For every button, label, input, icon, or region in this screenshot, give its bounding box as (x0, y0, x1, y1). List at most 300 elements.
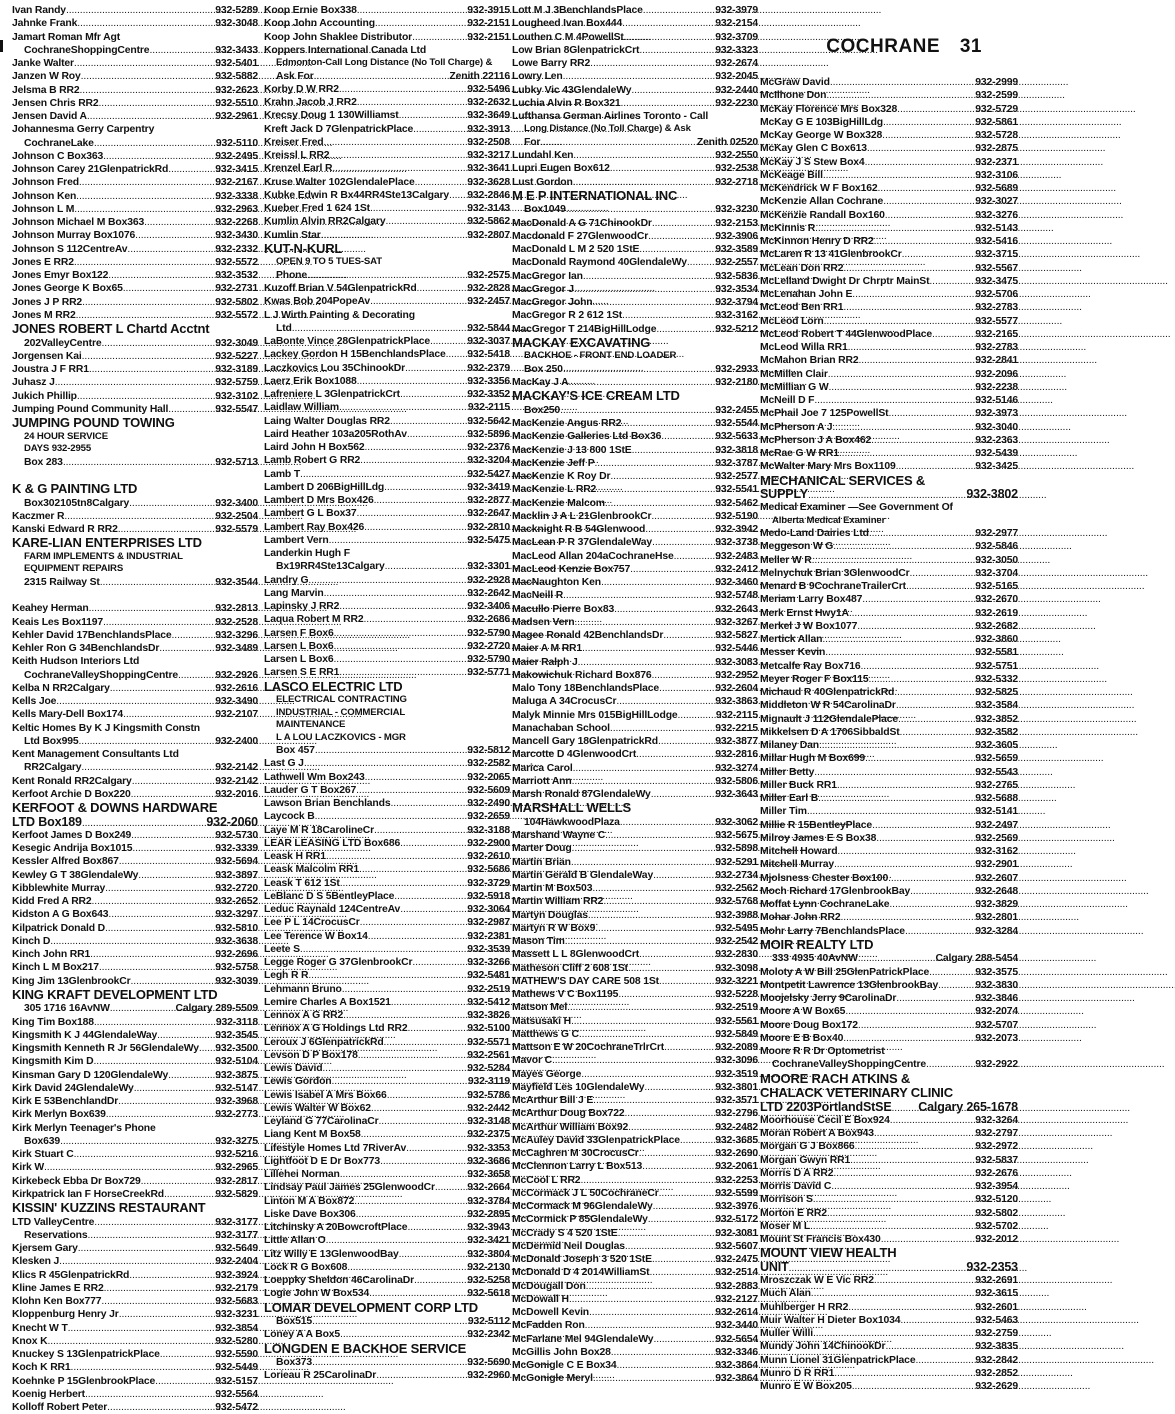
listing-phone: 932-3801 (715, 1081, 758, 1093)
listing-phone: Calgary 265-1678 (918, 1099, 1018, 1114)
listing-name: Metcalfe Ray Box716 (760, 660, 861, 672)
dot-leader (390, 415, 467, 428)
listing-name: RR2Calgary (24, 762, 82, 774)
listing-name: Munro E W Box205 (760, 1381, 852, 1392)
dot-leader (563, 589, 715, 602)
listing-row (264, 1036, 510, 1049)
listing-phone: 932-3188 (467, 824, 510, 836)
listing-name: McMillian G W (760, 381, 829, 393)
listing-name: Klesken J (12, 1256, 60, 1268)
listing-name: Lamb Robert G RR2 (264, 455, 361, 467)
listing-phone: 932-5649 (215, 1243, 258, 1254)
listing-row (264, 1369, 510, 1382)
business-heading: MOIR REALTY LTD (760, 936, 874, 952)
listing-row (760, 103, 1018, 116)
dot-leader (834, 1367, 975, 1380)
listing-phone: 932-2440 (715, 84, 758, 96)
listing-phone: 932-2632 (467, 97, 510, 108)
listing-phone: 932-2504 (215, 510, 258, 522)
listing-row (12, 1095, 258, 1108)
listing-name: Matthews G C (512, 1028, 579, 1040)
listing-row (12, 190, 258, 203)
listing-phone: 932-2115 (467, 402, 510, 414)
dot-leader (588, 909, 715, 922)
listing-row (12, 669, 258, 682)
dot-leader (99, 961, 215, 974)
listing-row (12, 70, 258, 83)
listing-name: Mathews V C Box1195 (512, 989, 619, 1000)
listing-row (264, 96, 510, 109)
listing-phone: 932-5412 (467, 996, 510, 1008)
dot-leader (131, 829, 215, 842)
business-heading: KUT-N-KURL (264, 240, 343, 256)
listing-phone: 932-3924 (215, 1269, 258, 1281)
listing-name: Little Allan O (264, 1235, 326, 1247)
listing-phone: 932-5751 (975, 660, 1018, 672)
listing-name: Reservations (24, 1229, 88, 1241)
dot-leader (540, 136, 697, 149)
listing-name: Krahn Jacob J RR2 (264, 97, 357, 108)
dot-leader (574, 616, 715, 629)
listing-phone: 932-5100 (467, 1023, 510, 1035)
dot-leader (415, 176, 468, 189)
listing-phone: 932-2089 (715, 1042, 758, 1053)
listing-row (12, 1055, 258, 1068)
dot-leader (363, 613, 467, 626)
listing-name: Magee Ronald 42BenchlandsDr (512, 630, 664, 641)
listing-phone: 932-2807 (467, 229, 510, 241)
listing-name: Klics R 45GlenpatrickRd (12, 1269, 130, 1281)
listing-row (760, 235, 1018, 248)
listing-name: McCrady S 4 520 1StE (512, 1227, 618, 1239)
listing-phone: 932-2497 (975, 819, 1018, 831)
dot-leader (605, 497, 715, 510)
listing-row (12, 842, 258, 855)
listing-phone: 932-5849 (715, 1028, 758, 1040)
listing-name: Ask For (276, 70, 314, 82)
listing-name: Jones Emyr Box122 (12, 270, 109, 281)
business-heading: JONES ROBERT L Chartd Acctnt (12, 321, 210, 336)
listing-phone: 932-3571 (715, 1095, 758, 1106)
listing-row (760, 766, 1018, 779)
listing-row (264, 189, 510, 202)
listing-name: MacDonald L M 2 520 1StE (512, 244, 640, 255)
ad-detail: FARM IMPLEMENTS & INDUSTRIAL (24, 550, 183, 562)
business-heading: KING KRAFT DEVELOPMENT LTD (12, 986, 218, 1002)
dot-leader (449, 189, 467, 202)
listing-phone: 932-3835 (975, 1341, 1018, 1353)
listing-name: Jensen David A (12, 111, 87, 122)
listing-name: Macdonald F 27GlenwoodCr (512, 230, 649, 242)
listing-phone: 932-5844 (467, 322, 510, 334)
listing-row (264, 468, 510, 481)
listing-row (512, 31, 758, 44)
listing-row (760, 1220, 1018, 1233)
listing-row (512, 775, 758, 788)
dot-leader (332, 162, 467, 175)
listing-phone: 932-3864 (715, 1373, 758, 1385)
directory-column-3 (512, 4, 758, 1386)
listing-name: Johnson Ken (12, 190, 77, 202)
dot-leader (898, 713, 975, 726)
listing-phone: 932-3037 (467, 336, 510, 347)
listing-row (512, 1028, 758, 1041)
dot-leader (595, 922, 715, 935)
listing-phone: 932-2686 (467, 614, 510, 626)
listing-phone: 932-2696 (215, 949, 258, 960)
listing-name: MacKenzie Galleries Ltd Box36 (512, 431, 662, 443)
listing-phone: 932-3988 (715, 909, 758, 921)
directory-column-1 (12, 4, 258, 1414)
listing-row (512, 616, 758, 629)
listing-row (760, 301, 1018, 314)
listing-phone: 932-5713 (215, 456, 258, 468)
business-heading: KERFOOT & DOWNS HARDWARE (12, 800, 218, 815)
dot-leader (617, 1359, 716, 1372)
listing-phone: 932-3738 (715, 537, 758, 549)
listing-row (512, 1306, 758, 1319)
listing-row (760, 540, 1018, 553)
dot-leader (808, 489, 966, 502)
listing-phone: 932-2142 (215, 775, 258, 787)
dot-leader (119, 855, 216, 868)
listing-name: Matsusaki H (512, 1015, 571, 1027)
listing-phone: 932-3852 (975, 713, 1018, 725)
listing-row (264, 771, 510, 784)
dot-leader (583, 270, 715, 283)
listing-name: Kirk E 53BenchlandDr (12, 1096, 119, 1107)
listing-row (12, 137, 258, 150)
listing-row (12, 456, 258, 469)
listing-row (12, 1216, 258, 1229)
listing-row (264, 109, 510, 122)
business-heading: JUMPING POUND TOWING (12, 415, 175, 430)
dot-leader (858, 952, 936, 965)
listing-row (512, 510, 758, 523)
listing-row (512, 256, 758, 269)
listing-name: Kingsmith Kenneth R Jr 56GlendaleWy (12, 1043, 199, 1054)
listing-row (512, 17, 758, 30)
listing-name: Koehnke P 15GlenbrookPlace (12, 1375, 156, 1387)
listing-phone: 932-2151 (467, 31, 510, 43)
listing-phone: 932-2151 (467, 18, 510, 30)
listing-row (512, 363, 758, 376)
listing-row (12, 829, 258, 842)
listing-row (12, 216, 258, 229)
listing-phone: 932-2647 (467, 508, 510, 520)
listing-row (264, 983, 510, 996)
listing-row (12, 1069, 258, 1082)
listing-name: Koop John Accounting (264, 18, 375, 30)
listing-name: Muir Walter H Dieter Box1034 (760, 1314, 901, 1326)
dot-leader (832, 421, 975, 434)
listing-name: Lemire Charles A Box1521 (264, 996, 391, 1008)
listing-name: Laing Walter Douglas RR2 (264, 415, 390, 427)
listing-row (760, 76, 1018, 89)
listing-phone: 932-5802 (215, 296, 258, 308)
listing-name: Lathwell Wm Box243 (264, 771, 365, 783)
listing-phone: 932-5786 (467, 1089, 510, 1101)
listing-name: 333 4935 40AvNW (772, 953, 858, 965)
dot-leader (624, 31, 716, 44)
listing-phone: 932-5618 (467, 1288, 510, 1300)
dot-leader (929, 966, 975, 979)
dot-leader (807, 805, 975, 818)
listing-name: Leroux J 6GlenpatrickRd (264, 1036, 384, 1048)
listing-phone: 932-3544 (215, 576, 258, 588)
dot-leader (417, 282, 468, 295)
listing-phone: 932-5165 (975, 581, 1018, 592)
listing-name: Johnson S 112CentreAv (12, 243, 128, 255)
listing-phone: 932-2963 (215, 203, 258, 215)
listing-name: CochraneValleyShoppingCentre (24, 669, 179, 681)
listing-row (264, 1089, 510, 1102)
dot-leader (118, 523, 216, 536)
dot-leader (628, 962, 715, 975)
business-heading: LONGDEN E BACKHOE SERVICE (264, 1340, 467, 1356)
listing-name: Kerfoot Archie D Box220 (12, 788, 131, 800)
dot-leader (563, 70, 716, 83)
listing-name: Miller Betty (760, 766, 815, 778)
listing-row (512, 1372, 758, 1385)
listing-row (760, 660, 1018, 673)
dot-leader (812, 554, 976, 567)
dot-leader (813, 1327, 975, 1340)
listing-row (512, 1054, 758, 1067)
listing-row (264, 613, 510, 626)
listing-row (760, 156, 1018, 169)
dot-leader (63, 456, 215, 469)
listing-phone: 932-3641 (467, 163, 510, 175)
listing-name: McDonald D 4 2014WilliamSt (512, 1267, 650, 1279)
dot-leader (300, 468, 467, 481)
listing-phone: 932-3162 (715, 310, 758, 322)
listing-name: Laye M R 18CarolineCr (264, 824, 375, 836)
listing-name: McLelland Dwight Dr Chrptr MainSt (760, 275, 930, 287)
listing-phone: 932-2900 (467, 837, 510, 849)
listing-phone: 932-2961 (215, 111, 258, 122)
listing-row (264, 666, 510, 679)
listing-phone: 932-5825 (975, 687, 1018, 698)
listing-name: McDermid Neil Douglas (512, 1240, 625, 1252)
listing-name: Krecsy Doug 1 130Williamst (264, 110, 399, 122)
listing-phone: 932-3818 (715, 444, 758, 456)
listing-name: Linton M A Box872 (264, 1195, 355, 1207)
listing-name: Mattson E W 20CochraneTrlrCrt (512, 1042, 665, 1053)
listing-row (760, 699, 1018, 712)
listing-row (760, 315, 1018, 328)
listing-row (264, 1208, 510, 1221)
listing-name: MacLeod Kenzie Box757 (512, 563, 631, 575)
listing-name: Medo-Land Dairies Ltd (760, 528, 869, 539)
listing-name: Lamb T (264, 468, 301, 480)
dot-leader (652, 1253, 715, 1266)
listing-row (12, 935, 258, 948)
listing-row (264, 1102, 510, 1115)
listing-row (264, 1062, 510, 1075)
listing-phone: 932-3284 (975, 925, 1018, 937)
listing-name: Leyland G 77CarolinaCr (264, 1116, 379, 1127)
listing-row (264, 1248, 510, 1261)
dot-leader (89, 363, 215, 376)
listing-phone: 932-2412 (715, 563, 758, 575)
listing-row (264, 969, 510, 982)
listing-phone: 932-2601 (975, 1301, 1018, 1313)
margin-mark (0, 40, 3, 52)
dot-leader (616, 695, 715, 708)
dot-leader (563, 363, 715, 376)
listing-phone: 932-2127 (715, 1293, 758, 1305)
dot-leader (157, 1029, 215, 1042)
listing-phone: 932-3942 (715, 524, 758, 535)
dot-leader (858, 354, 975, 367)
listing-row (512, 869, 758, 882)
listing-row (512, 523, 758, 536)
listing-phone: 932-5291 (715, 856, 758, 868)
listing-phone: 932-2400 (215, 735, 258, 747)
listing-name: MacNaughton Ken (512, 577, 601, 588)
listing-phone: 932-3267 (715, 616, 758, 628)
listing-row (12, 150, 258, 163)
listing-name: Box515 (276, 1316, 313, 1327)
dot-leader (68, 1322, 216, 1335)
listing-row (264, 428, 510, 441)
listing-row (760, 195, 1018, 208)
listing-row (760, 527, 1018, 540)
listing-name: McArthur Bill J E (512, 1095, 594, 1106)
listing-phone: 932-3532 (215, 270, 258, 281)
dot-leader (105, 882, 215, 895)
listing-phone: 932-3649 (467, 110, 510, 122)
dot-leader (813, 1193, 976, 1206)
listing-phone: 932-5572 (215, 256, 258, 268)
listing-row (12, 882, 258, 895)
listing-phone: 932-5427 (467, 468, 510, 480)
listing-phone: 932-2455 (715, 404, 758, 416)
listing-phone: 932-3575 (975, 966, 1018, 978)
listing-text: Kirk Merlyn Teenager's Phone (12, 1122, 156, 1134)
listing-name: Lubky Vic 43GlendaleWy (512, 84, 632, 96)
listing-phone: 932-2073 (975, 1032, 1018, 1044)
listing-row (12, 855, 258, 868)
dot-leader (620, 97, 715, 110)
listing-name: LeBlanc D S 5BentleyPlace (264, 890, 395, 902)
listing-phone: 932-3589 (715, 244, 758, 255)
listing-row (12, 176, 258, 189)
listing-name: Lust Gordon (512, 176, 573, 188)
dot-leader (334, 627, 468, 640)
listing-row (760, 1127, 1018, 1140)
dot-leader (80, 84, 216, 97)
listing-name: MacLean P R 37GlendaleWay (512, 537, 653, 549)
dot-leader (50, 935, 215, 948)
listing-phone: 932-2016 (215, 788, 258, 800)
listing-row (512, 1041, 758, 1054)
listing-phone: 932-5579 (215, 524, 258, 535)
listing-phone: 932-2215 (715, 722, 758, 734)
listing-phone: 932-2230 (715, 97, 758, 109)
listing-phone: 932-3433 (215, 44, 258, 56)
listing-row (12, 908, 258, 921)
dot-leader (79, 735, 216, 748)
listing-name: McGonigle Meryl (512, 1373, 593, 1385)
dot-leader (308, 574, 467, 587)
listing-name: McIlhone Don (760, 90, 827, 102)
listing-row (760, 580, 1018, 593)
listing-phone: 932-2538 (715, 163, 758, 175)
listing-phone: 932-3897 (215, 869, 258, 881)
listing-row (760, 1101, 1018, 1114)
listing-name: Korby D W RR2 (264, 83, 339, 95)
listing-name: For (524, 136, 541, 148)
listing-phone: 932-2074 (975, 1006, 1018, 1018)
listing-phone: 932-2783 (975, 342, 1018, 353)
listing-row (760, 1367, 1018, 1380)
listing-row (512, 44, 758, 57)
listing-row (512, 1213, 758, 1226)
listing-phone: 932-5590 (215, 1349, 258, 1360)
listing-name: MacGregor T 214BigHillLodge (512, 323, 657, 335)
listing-phone: 932-3356 (467, 375, 510, 387)
listing-phone: 932-3098 (715, 962, 758, 974)
listing-row (264, 202, 510, 215)
dot-leader (329, 149, 467, 162)
ad-detail: MAINTENANCE (276, 719, 346, 730)
dot-leader (618, 1227, 716, 1240)
dot-leader (123, 282, 216, 295)
listing-row (512, 404, 758, 417)
listing-row (12, 256, 258, 269)
dot-leader (339, 600, 467, 613)
listing-phone: 932-5790 (467, 627, 510, 639)
listing-name: 202ValleyCentre (24, 337, 102, 349)
dot-leader (579, 1028, 715, 1041)
dot-leader (659, 975, 715, 988)
dot-leader (333, 640, 467, 653)
listing-row (12, 1229, 258, 1242)
listing-phone: 932-3039 (215, 975, 258, 987)
listing-phone: 932-5827 (715, 630, 758, 641)
dot-leader (885, 1340, 975, 1353)
listing-row (760, 182, 1018, 195)
listing-phone: 932-2371 (975, 156, 1018, 168)
listing-phone: 932-5686 (467, 864, 510, 876)
listing-name: McDougall Don (512, 1280, 586, 1292)
dot-leader (680, 1134, 715, 1147)
dot-leader (651, 510, 715, 523)
listing-name: CochraneShoppingCentre (24, 44, 150, 56)
listing-name: Malo Tony 18BenchlandsPlace (512, 683, 660, 694)
dot-leader (653, 869, 715, 882)
listing-phone: 932-2965 (215, 1162, 258, 1174)
listing-name: Muller Willi (760, 1328, 813, 1339)
dot-leader (329, 534, 468, 547)
dot-leader (110, 682, 216, 695)
listing-phone: 932-2154 (715, 18, 758, 30)
listing-row (512, 1266, 758, 1279)
listing-row (512, 417, 758, 430)
listing-row (264, 507, 510, 520)
dot-leader (87, 110, 215, 123)
listing-name: Larsen F Box6 (264, 627, 334, 639)
listing-phone: 932-5495 (715, 922, 758, 934)
listing-phone: 932-2901 (975, 859, 1018, 871)
listing-phone: 932-3050 (975, 554, 1018, 566)
listing-phone: 932-3415 (215, 164, 258, 175)
listing-row (512, 1147, 758, 1160)
dot-leader (828, 368, 976, 381)
listing-name: McPherson A J (760, 421, 833, 433)
